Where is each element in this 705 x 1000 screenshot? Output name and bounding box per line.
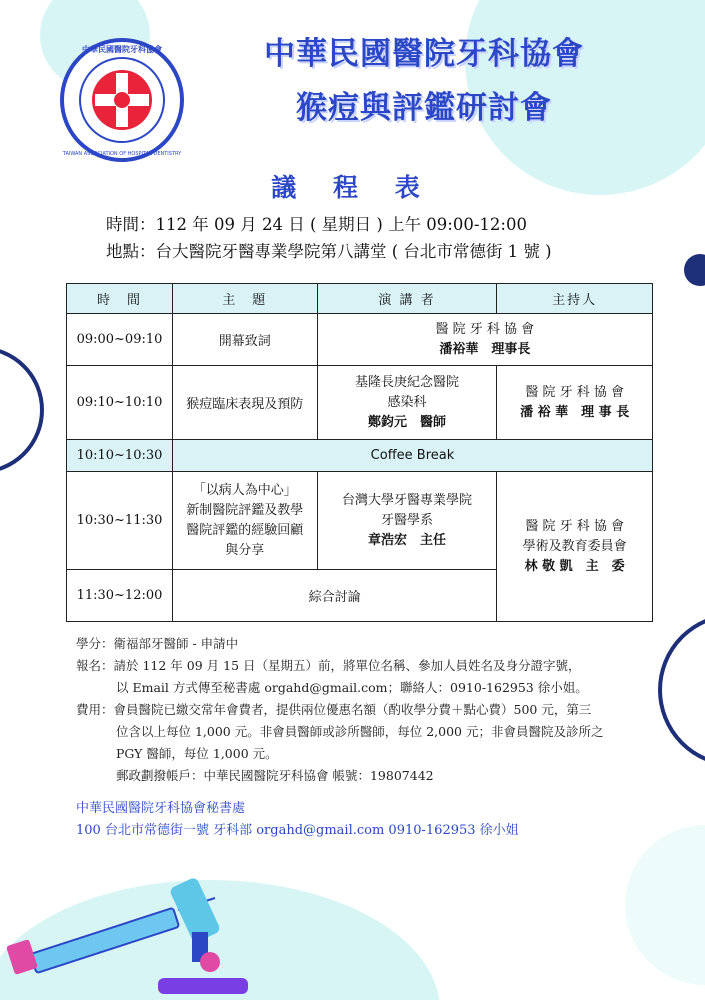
header-speaker: 演 講 者 — [317, 284, 497, 314]
speaker-name: 鄭鈞元 醫師 — [367, 414, 446, 430]
credit-note: 學分：衛福部牙醫師 - 申請中 — [76, 636, 239, 651]
svg-text:中華民國醫院牙科協會: 中華民國醫院牙科協會 — [82, 45, 162, 54]
row-time: 09:10~10:10 — [67, 366, 173, 440]
postal-account: 郵政劃撥帳戶：中華民國醫院牙科協會 帳號：19807442 — [116, 768, 434, 783]
speaker-org: 基隆長庚紀念醫院 — [354, 374, 459, 390]
row-speaker — [317, 314, 652, 366]
row-time: 10:30~11:30 — [67, 472, 173, 570]
association-logo — [57, 35, 187, 165]
registration-notes — [76, 633, 603, 787]
header-time: 時 間 — [67, 284, 173, 314]
signup-note: 以 Email 方式傳至秘書處 orgahd@gmail.com；聯絡人：0910-162953 徐小姐。 — [116, 680, 588, 695]
svg-text:TAIWAN ASSOCIATION OF HOSPITAL: TAIWAN ASSOCIATION OF HOSPITAL DENTISTRY — [62, 151, 182, 157]
fee-note: 費用：會員醫院已繳交常年會費者，提供兩位優惠名額（酌收學分費＋點心費）500 元，第三 — [76, 702, 592, 717]
topic-line: 「以病人為中心」 — [192, 482, 297, 498]
event-time: 時間：112 年 09 月 24 日 ( 星期日 ) 上午 09:00-12:00 — [106, 215, 527, 234]
row-speaker — [317, 366, 497, 440]
speaker-name: 章浩宏 主任 — [367, 532, 446, 548]
agenda-table — [66, 283, 653, 622]
ring-right — [660, 615, 705, 765]
table-row — [67, 314, 653, 366]
header-topic: 主 題 — [172, 284, 317, 314]
navy-dot-right — [684, 254, 705, 286]
row-time: 10:10~10:30 — [67, 440, 173, 472]
row-topic: 開幕致詞 — [172, 314, 317, 366]
microscope-icon — [150, 870, 270, 1000]
topic-line: 新制醫院評鑑及教學 — [186, 502, 304, 518]
fee-note: PGY 醫師，每位 1,000 元。 — [116, 746, 278, 761]
row-time: 11:30~12:00 — [67, 570, 173, 622]
row-host — [497, 472, 653, 622]
table-row — [67, 440, 653, 472]
row-time: 09:00~09:10 — [67, 314, 173, 366]
secretariat-footer — [76, 798, 519, 842]
row-speaker — [317, 472, 497, 570]
speaker-dept: 感染科 — [387, 394, 427, 410]
host-org: 醫 院 牙 科 協 會 — [525, 518, 624, 534]
topic-line: 與分享 — [225, 542, 265, 558]
org-title: 中華民國醫院牙科協會 — [264, 36, 584, 72]
row-topic: 猴痘臨床表現及預防 — [172, 366, 317, 440]
fee-note: 位含以上每位 1,000 元。非會員醫師或診所醫師，每位 2,000 元；非會員醫院及診所之 — [116, 724, 604, 739]
topic-line: 醫院評鑑的經驗回顧 — [186, 522, 304, 538]
header-host: 主持人 — [497, 284, 653, 314]
mint-blob-bottom-right — [625, 825, 705, 985]
ring-left — [0, 348, 42, 472]
speaker-name: 潘裕華 理事長 — [439, 341, 531, 357]
table-row — [67, 366, 653, 440]
host-org: 醫 院 牙 科 協 會 — [525, 384, 624, 400]
host-name: 林 敬 凱 主 委 — [524, 558, 625, 574]
table-row — [67, 472, 653, 570]
row-topic — [172, 472, 317, 570]
row-host — [497, 366, 653, 440]
signup-note: 報名：請於 112 年 09 月 15 日（星期五）前，將單位名稱、參加人員姓名及身分證字號， — [76, 658, 581, 673]
speaker-org: 台灣大學牙醫專業學院 — [341, 492, 472, 508]
agenda-title: 議 程 表 — [271, 173, 434, 202]
row-topic: 綜合討論 — [172, 570, 496, 622]
host-name: 潘 裕 華 理 事 長 — [520, 404, 630, 420]
speaker-dept: 牙醫學系 — [380, 512, 433, 528]
event-title: 猴痘與評鑑研討會 — [296, 90, 552, 126]
secretariat-name: 中華民國醫院牙科協會秘書處 — [76, 801, 246, 816]
event-location: 地點：台大醫院牙醫專業學院第八講堂 ( 台北市常德街 1 號 ) — [106, 242, 552, 261]
table-header-row — [67, 284, 653, 314]
speaker-org: 醫 院 牙 科 協 會 — [435, 321, 535, 337]
row-topic: Coffee Break — [172, 440, 652, 472]
secretariat-contact: 100 台北市常德街一號 牙科部 orgahd@gmail.com 0910-162953 徐小姐 — [76, 823, 519, 838]
host-dept: 學術及教育委員會 — [522, 538, 627, 554]
